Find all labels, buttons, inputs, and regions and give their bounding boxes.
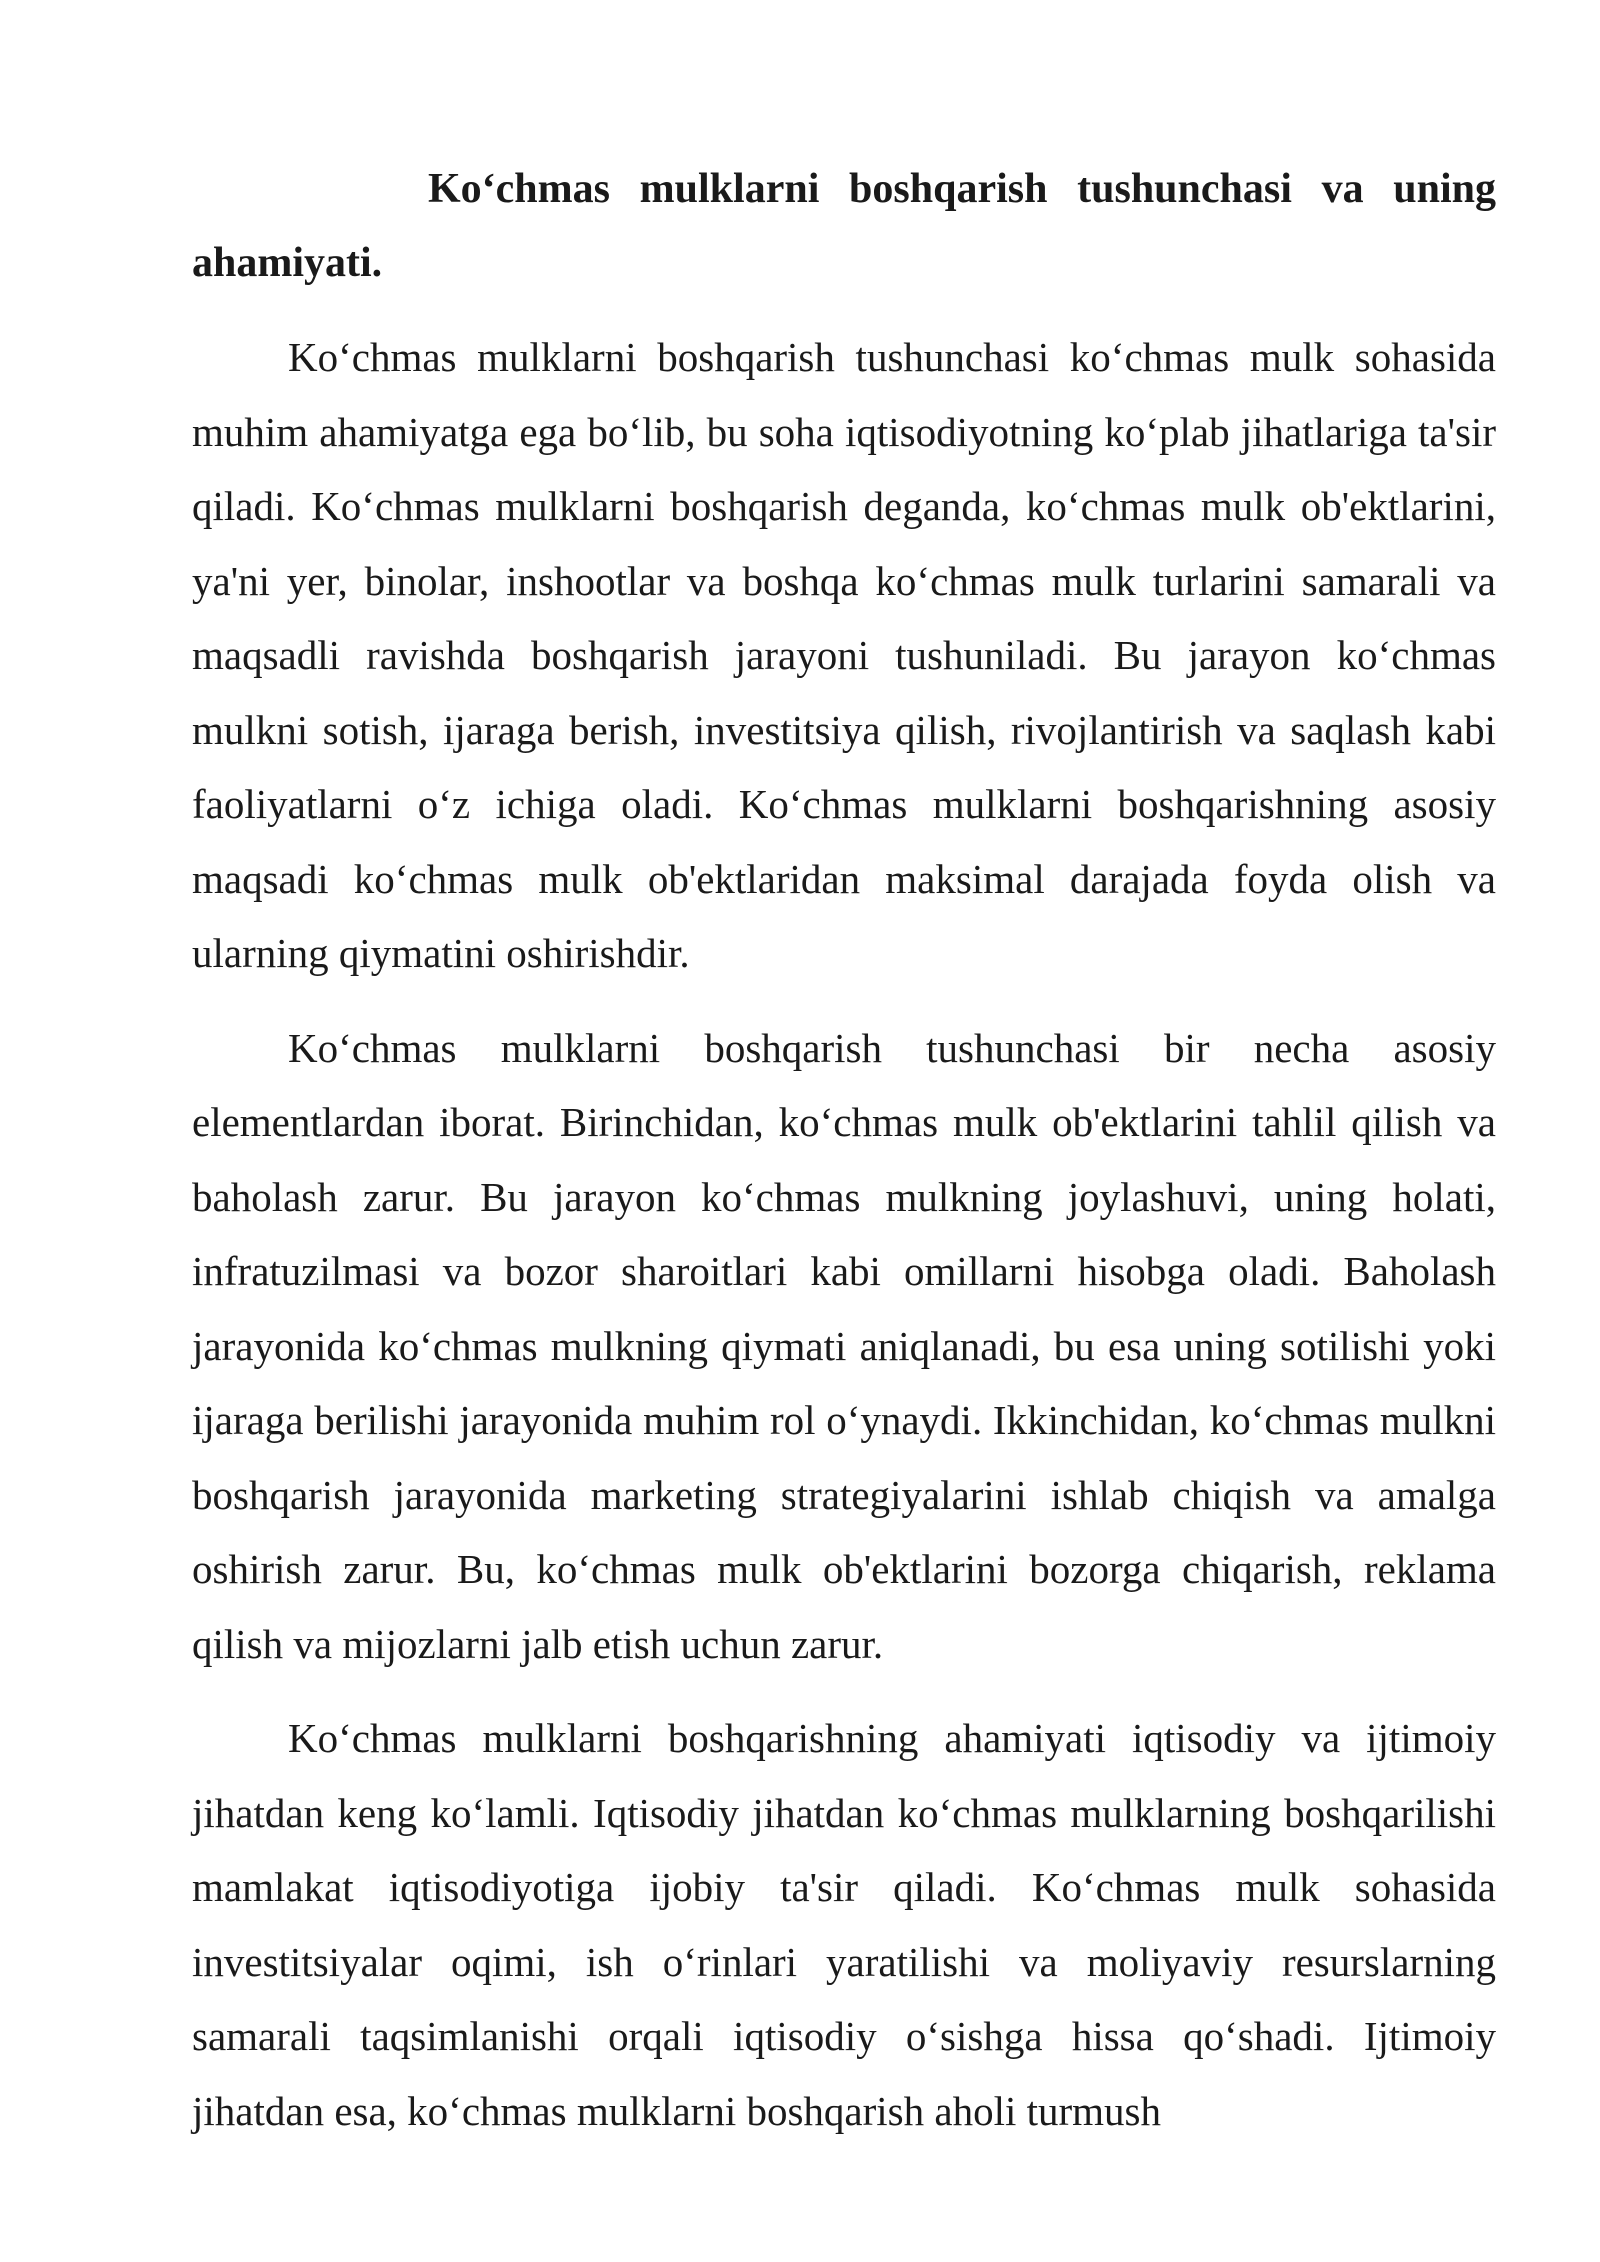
paragraph-1: Ko‘chmas mulklarni boshqarish tushunchasi ko‘chmas mulk sohasida muhim ahamiyatga ega bo‘lib, bu soha iqtisodiyotning ko‘plab jihatlariga ta'sir qiladi. Ko‘chmas mulklarni boshqarish deganda, ko‘chmas mulk ob'ektlarini, ya'ni yer, binolar, inshootlar va boshqa ko‘chmas mulk turlarini samarali va maqsadli ravishda boshqarish jarayoni tushuniladi. Bu jarayon ko‘chmas mulkni sotish, ijaraga berish, investitsiya qilish, rivojlantirish va saqlash kabi faoliyatlarni o‘z ichiga oladi. Ko‘chmas mulklarni boshqarishning asosiy maqsadi ko‘chmas mulk ob'ektlaridan maksimal darajada foyda olish va ularning qiymatini oshirishdir. [192,334,1496,976]
document-page [192,0,1496,2148]
paragraph-2: Ko‘chmas mulklarni boshqarish tushunchasi bir necha asosiy elementlardan iborat. Birinchidan, ko‘chmas mulk ob'ektlarini tahlil qilish va baholash zarur. Bu jarayon ko‘chmas mulkning joylashuvi, uning holati, infratuzilmasi va bozor sharoitlari kabi omillarni hisobga oladi. Baholash jarayonida ko‘chmas mulkning qiymati aniqlanadi, bu esa uning sotilishi yoki ijaraga berilishi jarayonida muhim rol o‘ynaydi. Ikkinchidan, ko‘chmas mulkni boshqarish jarayonida marketing strategiyalarini ishlab chiqish va amalga oshirish zarur. Bu, ko‘chmas mulk ob'ektlarini bozorga chiqarish, reklama qilish va mijozlarni jalb etish uchun zarur. [192,1024,1496,1667]
document-title: Ko‘chmas mulklarni boshqarish tushunchasi va uning ahamiyati. [192,166,1496,286]
paragraph-3: Ko‘chmas mulklarni boshqarishning ahamiyati iqtisodiy va ijtimoiy jihatdan keng ko‘lamli. Iqtisodiy jihatdan ko‘chmas mulklarning boshqarilishi mamlakat iqtisodiyotiga ijobiy ta'sir qiladi. Ko‘chmas mulk sohasida investitsiyalar oqimi, ish o‘rinlari yaratilishi va moliyaviy resurslarning samarali taqsimlanishi orqali iqtisodiy o‘sishga hissa qo‘shadi. Ijtimoiy jihatdan esa, ko‘chmas mulklarni boshqarish aholi turmush [192,1715,1496,2134]
